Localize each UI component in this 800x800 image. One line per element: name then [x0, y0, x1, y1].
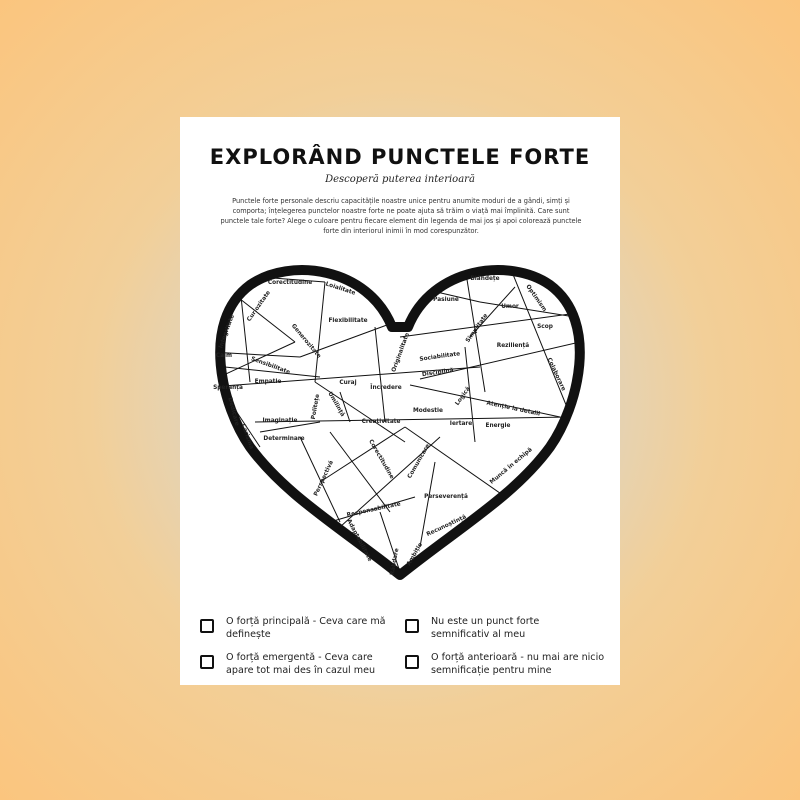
strength-label: Simplitate — [465, 312, 490, 344]
strength-label: Originalitate — [391, 332, 411, 374]
strength-label: Determinare — [263, 436, 305, 442]
strength-label: Sociabilitate — [419, 351, 461, 363]
legend-label: O forță principală - Ceva care mă definește — [226, 616, 386, 640]
strength-label: Integritate — [218, 314, 236, 350]
strength-label: Energie — [485, 423, 511, 429]
strength-label: Atenție la detalii — [485, 400, 541, 418]
strength-label: Iertare — [449, 421, 473, 427]
strength-label: Curiozitate — [246, 289, 272, 323]
strength-label: Comunicare — [406, 443, 432, 480]
strength-label: Carisma — [239, 423, 255, 451]
strength-label: Responsabilitate — [346, 501, 402, 519]
strength-label: Curaj — [339, 380, 357, 386]
strength-label: Imaginație — [262, 418, 298, 424]
strength-label: Recunoștință — [425, 514, 468, 538]
strength-label: Blândețe — [470, 276, 500, 282]
strength-label: Creativitate — [361, 419, 401, 425]
strength-label: Optimism — [524, 283, 548, 313]
strength-label: Logică — [454, 386, 472, 407]
legend-checkbox[interactable] — [200, 655, 214, 669]
strength-label: Muncă în echipă — [489, 446, 534, 486]
legend-checkbox[interactable] — [200, 619, 214, 633]
legend-label: O forță emergentă - Ceva care apare tot mai des în cazul meu — [226, 652, 376, 676]
legend-label: O forță anterioară - nu mai are nicio semnificație pentru mine — [431, 652, 605, 676]
strength-label: Reziliență — [496, 343, 530, 349]
page-subtitle: Descoperă puterea interioară — [325, 174, 475, 185]
strength-label: Scop — [537, 324, 553, 330]
strength-label: Politețe — [310, 393, 322, 420]
strength-label: Disciplină — [421, 367, 455, 379]
strength-label: Colaborare — [545, 357, 567, 393]
strength-label: Încredere — [370, 385, 402, 391]
strength-label: Corectitudine — [367, 438, 395, 481]
strength-label: Dedicare — [226, 396, 240, 427]
strength-label: Sensibilitate — [249, 356, 291, 376]
legend-label: Nu este un punct forte semnificativ al meu — [431, 616, 540, 640]
strength-label: Calm — [215, 353, 233, 359]
strength-label: Umor — [501, 304, 519, 310]
strength-label: Umilință — [326, 391, 346, 418]
page-title: EXPLORÂND PUNCTELE FORTE — [209, 145, 591, 169]
strength-label: Corectitudine — [267, 280, 313, 286]
strength-label: Modestie — [413, 408, 443, 414]
legend-checkbox[interactable] — [405, 619, 419, 633]
strength-label: Pasiune — [433, 297, 459, 303]
strength-label: Loialitate — [324, 281, 356, 297]
strength-label: Perspectivă — [313, 459, 335, 498]
worksheet-page — [180, 117, 620, 685]
strengths-heart — [180, 117, 620, 685]
strength-label: Speranță — [213, 385, 243, 391]
strength-label: Flexibilitate — [328, 318, 368, 324]
strength-label: Răbdare — [389, 547, 401, 576]
strength-label: Adaptabilitate — [345, 518, 373, 563]
intro-paragraph: Punctele forte personale descriu capacitățile noastre unice pentru anumite moduri de a gândi, simți și comporta; înțelegerea punctelor noastre forte ne poate ajuta să trăim o viață mai împlinită. Care sunt punctele tale forte? Alege o culoare pentru fiecare element din legenda de mai jos și apoi colorează punctele forte din interiorul inimii în mod corespunzător. — [220, 197, 582, 235]
strength-label: Generozitate — [289, 323, 322, 360]
strength-label: Ambiție — [406, 542, 425, 567]
strength-label: Perseverență — [424, 494, 468, 500]
legend-checkbox[interactable] — [405, 655, 419, 669]
strength-label: Empatie — [254, 379, 282, 385]
